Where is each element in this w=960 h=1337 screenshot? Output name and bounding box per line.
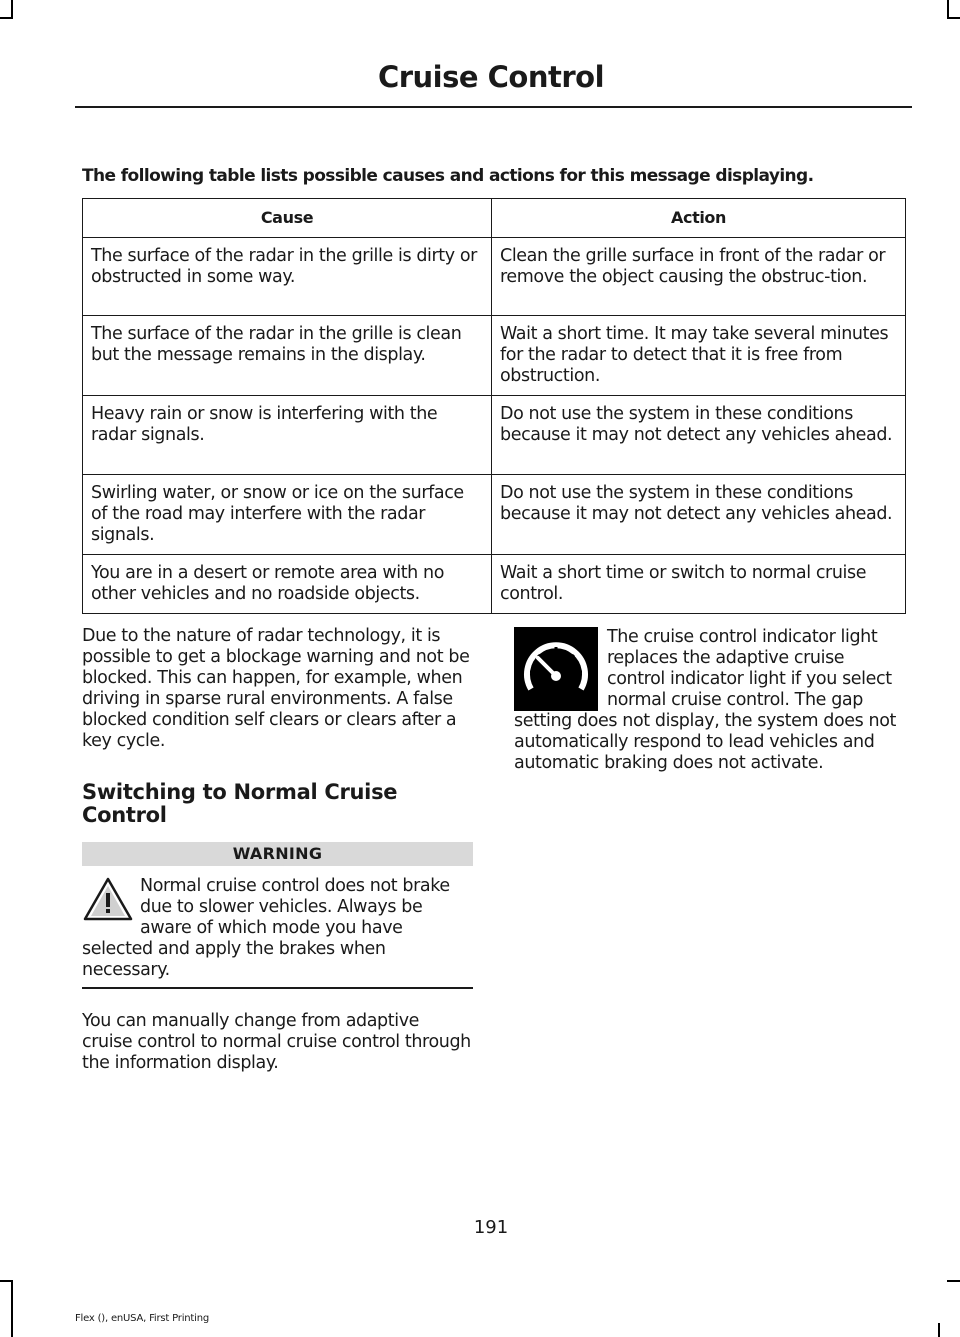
crop-mark bbox=[11, 1280, 13, 1337]
footer-edition: Flex (), enUSA, First Printing bbox=[75, 1313, 209, 1324]
warning-bottom-rule bbox=[82, 987, 473, 989]
page-header-title: Cruise Control bbox=[377, 60, 605, 94]
cause-cell: The surface of the radar in the grille is clean but the message remains in the display. bbox=[83, 316, 492, 396]
manual-change-paragraph-wrap bbox=[82, 1011, 474, 1074]
cause-cell: The surface of the radar in the grille is dirty or obstructed in some way. bbox=[83, 238, 492, 316]
table-row bbox=[83, 475, 906, 555]
crop-mark bbox=[947, 0, 949, 18]
cause-cell: Heavy rain or snow is interfering with the radar signals. bbox=[83, 396, 492, 475]
cruise-control-speedometer-icon bbox=[514, 627, 598, 711]
left-column bbox=[82, 626, 474, 752]
page-number: 191 bbox=[473, 1217, 509, 1238]
cause-cell: You are in a desert or remote area with no other vehicles and no roadside objects. bbox=[83, 555, 492, 614]
causes-actions-table bbox=[82, 198, 906, 614]
indicator-light-paragraph: The cruise control indicator light replaces the adaptive cruise control indicator light if you select normal cruise control. The gap setting does not display, the system does not automatically respond to lead vehicles and automatic braking does not activate. bbox=[514, 627, 897, 773]
table-row bbox=[83, 238, 906, 316]
crop-mark bbox=[947, 17, 960, 19]
crop-mark bbox=[0, 1280, 13, 1282]
action-cell: Do not use the system in these conditions because it may not detect any vehicles ahead. bbox=[492, 475, 906, 555]
action-cell: Clean the grille surface in front of the radar or remove the object causing the obstruc-tion. bbox=[492, 238, 906, 316]
action-cell: Do not use the system in these conditions because it may not detect any vehicles ahead. bbox=[492, 396, 906, 475]
action-cell: Wait a short time. It may take several minutes for the radar to detect that it is free from obstruction. bbox=[492, 316, 906, 396]
column-header-action: Action bbox=[492, 199, 906, 238]
action-cell: Wait a short time or switch to normal cruise control. bbox=[492, 555, 906, 614]
crop-mark bbox=[11, 0, 13, 18]
crop-mark bbox=[0, 17, 13, 19]
warning-text: Normal cruise control does not brake due to slower vehicles. Always be aware of which mode you have selected and apply the brakes when necessary. bbox=[82, 876, 450, 980]
table-header-row bbox=[83, 199, 906, 238]
right-column bbox=[514, 627, 907, 774]
warning-box bbox=[82, 876, 474, 981]
table-row bbox=[83, 555, 906, 614]
table-row bbox=[83, 396, 906, 475]
header-rule bbox=[75, 106, 912, 108]
table-row bbox=[83, 316, 906, 396]
crop-mark bbox=[947, 1280, 960, 1282]
warning-label: WARNING bbox=[82, 842, 473, 866]
radar-paragraph: Due to the nature of radar technology, it is possible to get a blockage warning and not be blocked. This can happen, for example, when driving in sparse rural environments. A false blocked condition self clears or clears after a key cycle. bbox=[82, 626, 470, 751]
manual-change-paragraph: You can manually change from adaptive cruise control to normal cruise control through the information display. bbox=[82, 1011, 471, 1073]
section-heading: Switching to Normal Cruise Control bbox=[82, 780, 398, 827]
cause-cell: Swirling water, or snow or ice on the surface of the road may interfere with the radar signals. bbox=[83, 475, 492, 555]
warning-triangle-icon bbox=[82, 876, 134, 922]
crop-mark bbox=[938, 1323, 940, 1337]
column-header-cause: Cause bbox=[83, 199, 492, 238]
table-intro: The following table lists possible causes and actions for this message displaying. bbox=[82, 166, 814, 186]
